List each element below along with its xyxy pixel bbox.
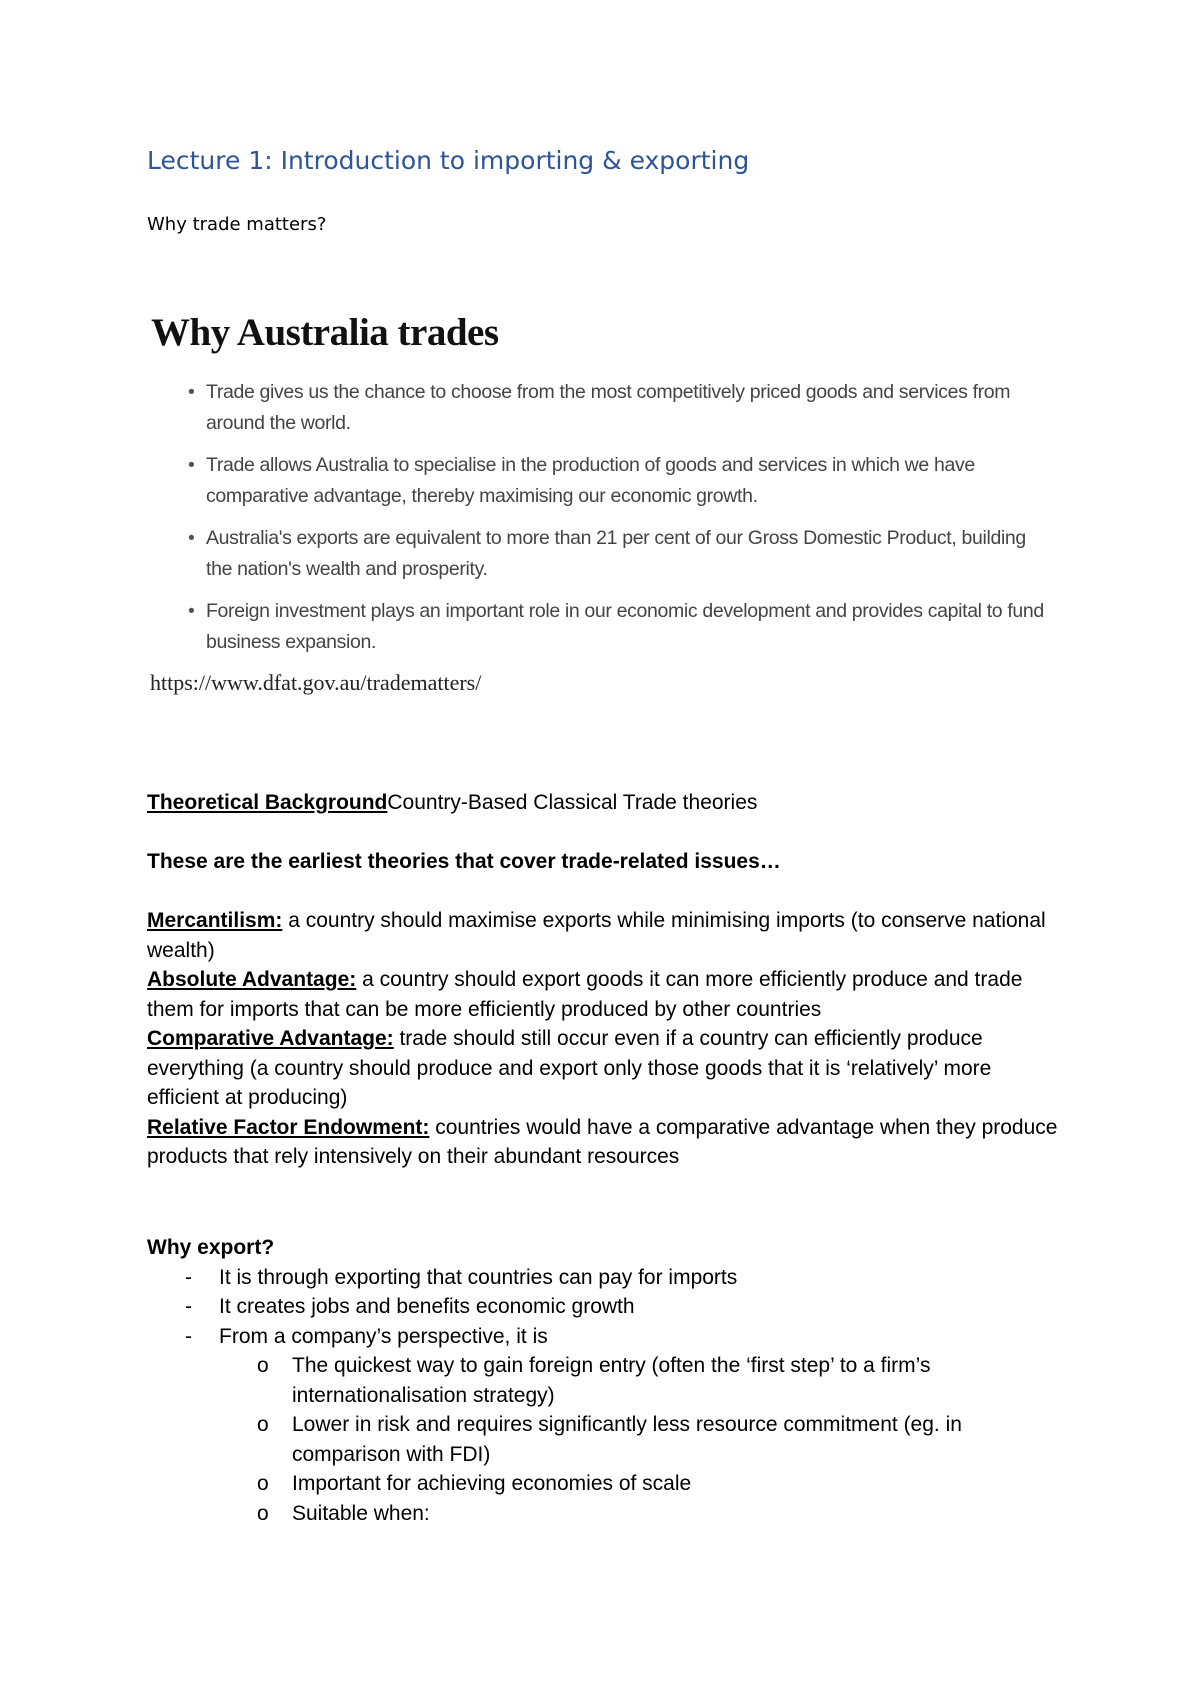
theory-list	[147, 906, 1067, 1172]
theory-item-comparative-advantage: Comparative Advantage: trade should still occur even if a country can efficiently produce everything (a country should produce and export only those goods that it is ‘relatively’ more efficient at producing)	[147, 1027, 992, 1109]
why-export-title: Why export?	[147, 1236, 275, 1259]
theory-item-relative-factor-endowment: Relative Factor Endowment: countries would have a comparative advantage when they produce products that rely intensively on their abundant resources	[147, 1115, 1058, 1168]
export-sub-point: o The quickest way to gain foreign entry (often the ‘first step’ to a firm’s internationalisation strategy)	[147, 1351, 1067, 1410]
embedded-slide-image	[148, 310, 1048, 696]
circle-bullet-icon: o	[257, 1354, 269, 1377]
slide-bullet: • Australia's exports are equivalent to more than 21 per cent of our Gross Domestic Product, building the nation's wealth and prosperity.	[148, 523, 1048, 585]
bullet-icon: •	[188, 381, 195, 403]
export-point: - It creates jobs and benefits economic growth	[147, 1292, 1067, 1322]
bullet-icon: •	[188, 454, 195, 476]
why-export-section	[147, 1233, 1067, 1528]
slide-bullet: • Foreign investment plays an important role in our economic development and provides capital to fund business expansion.	[148, 596, 1048, 658]
circle-bullet-icon: o	[257, 1472, 269, 1495]
bullet-icon: •	[188, 600, 195, 622]
dash-marker: -	[185, 1295, 192, 1318]
export-point: - It is through exporting that countries can pay for imports	[147, 1263, 1067, 1293]
slide-bullet: • Trade gives us the chance to choose from the most competitively priced goods and services from around the world.	[148, 377, 1048, 439]
why-trade-matters-line: Why trade matters?	[147, 214, 327, 235]
slide-title: Why Australia trades	[151, 311, 499, 354]
export-sub-point: o Suitable when:	[147, 1499, 1067, 1529]
theory-label: Theoretical Background	[147, 791, 388, 814]
export-point-list	[147, 1263, 1067, 1352]
theory-heading-line	[147, 788, 1067, 818]
slide-source-url: https://www.dfat.gov.au/tradematters/	[150, 670, 482, 695]
dash-marker: -	[185, 1324, 192, 1348]
export-point: - From a company’s perspective, it is	[147, 1322, 1067, 1352]
theory-item-absolute-advantage: Absolute Advantage: a country should export goods it can more efficiently produce and trade them for imports that can be more efficiently produced by other countries	[147, 968, 1023, 1021]
slide-bullet-list	[148, 377, 1048, 658]
theory-title: Country-Based Classical Trade theories	[387, 791, 758, 814]
theory-intro: These are the earliest theories that cover trade-related issues…	[147, 850, 781, 873]
export-sub-point: o Lower in risk and requires significantly less resource commitment (eg. in comparison with FDI)	[147, 1410, 1067, 1469]
circle-bullet-icon: o	[257, 1413, 269, 1436]
slide-bullet: • Trade allows Australia to specialise in the production of goods and services in which we have comparative advantage, thereby maximising our economic growth.	[148, 450, 1048, 512]
dash-marker: -	[185, 1265, 192, 1289]
bullet-icon: •	[188, 527, 195, 549]
circle-bullet-icon: o	[257, 1501, 269, 1525]
lecture-heading: Lecture 1: Introduction to importing & exporting	[147, 146, 750, 175]
export-sub-point-list	[147, 1351, 1067, 1528]
export-sub-point: o Important for achieving economies of scale	[147, 1469, 1067, 1499]
theory-item-mercantilism: Mercantilism: a country should maximise exports while minimising imports (to conserve national wealth)	[147, 909, 1046, 962]
